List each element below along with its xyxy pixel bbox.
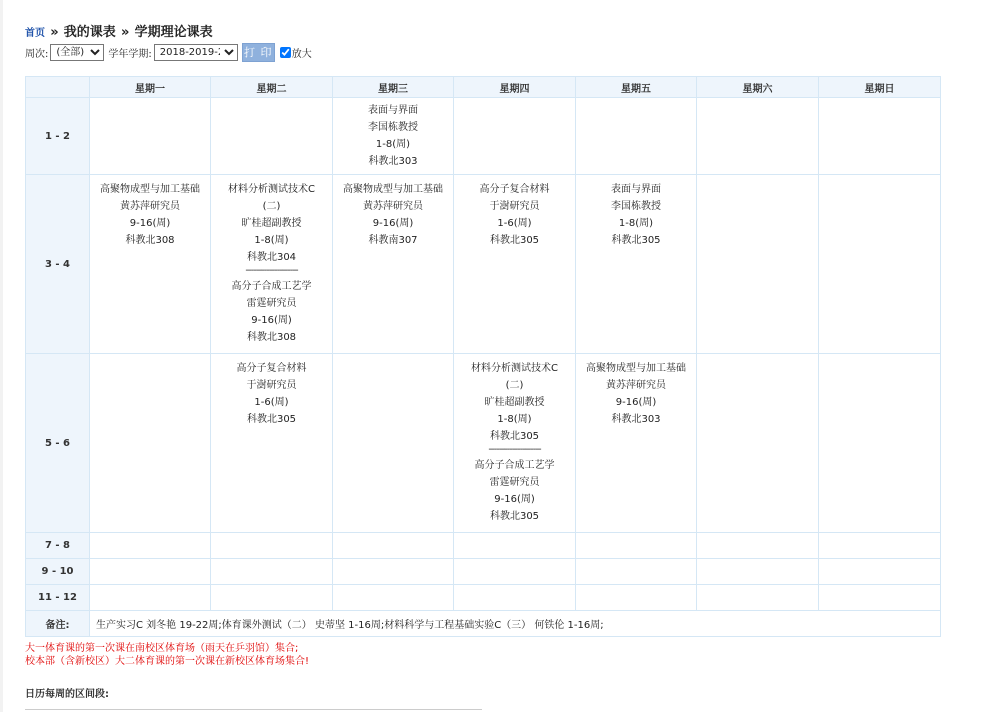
- bottom-divider: [25, 709, 482, 710]
- week-label: 周次:: [25, 48, 49, 60]
- toolbar: [25, 42, 312, 62]
- timetable: [25, 76, 941, 637]
- notice-block: [25, 642, 309, 668]
- empty-cell: [90, 354, 211, 533]
- breadcrumb-my-schedule: 我的课表: [63, 25, 116, 40]
- course-cell: [576, 175, 697, 354]
- course-weeks: 1-8(周): [618, 218, 654, 229]
- zoom-label: 放大: [291, 48, 312, 60]
- course-name: 高聚物成型与加工基础: [100, 184, 200, 195]
- empty-cell: [819, 175, 941, 354]
- empty-cell: [819, 98, 941, 175]
- course-weeks: 9-16(周): [494, 494, 535, 505]
- timetable-header-row: [26, 77, 941, 98]
- course-weeks: 1-8(周): [254, 235, 289, 246]
- empty-cell: [697, 533, 819, 559]
- period-row-9-10: [26, 559, 941, 585]
- course-entry[interactable]: [211, 181, 332, 266]
- course-name: 高分子复合材料: [479, 184, 550, 195]
- course-weeks: 9-16(周): [129, 218, 171, 229]
- print-button[interactable]: 打 印: [242, 43, 275, 62]
- course-teacher: 黄苏萍研究员: [363, 201, 423, 212]
- empty-cell: [454, 585, 576, 611]
- remarks-text: 生产实习C 刘冬艳 19-22周;体育课外测试（二） 史蒂坚 1-16周;材料科学与工程基础实验C（三） 何铁伦 1-16周;: [90, 611, 941, 637]
- period-label: 9 - 10: [26, 559, 90, 585]
- course-teacher: 雷霆研究员: [246, 298, 297, 309]
- course-teacher: 黄苏萍研究员: [120, 201, 180, 212]
- empty-cell: [819, 585, 941, 611]
- period-label: 1 - 2: [26, 98, 90, 175]
- course-divider: --------------------: [488, 445, 541, 455]
- week-select[interactable]: [50, 44, 104, 61]
- empty-cell: [333, 533, 454, 559]
- course-room: 科教北305: [489, 235, 540, 246]
- course-weeks: 9-16(周): [251, 315, 292, 326]
- term-label: 学年学期:: [108, 48, 152, 60]
- course-name: 高分子复合材料: [236, 363, 307, 374]
- course-divider: --------------------: [245, 266, 298, 276]
- empty-cell: [454, 98, 576, 175]
- course-room: 科教北305: [489, 431, 540, 442]
- course-room: 科教北305: [611, 235, 661, 246]
- course-weeks: 1-8(周): [497, 414, 532, 425]
- period-row-7-8: [26, 533, 941, 559]
- empty-cell: [211, 533, 333, 559]
- empty-cell: [211, 559, 333, 585]
- corner-cell: [26, 77, 90, 98]
- empty-cell: [333, 559, 454, 585]
- course-entry[interactable]: [576, 181, 696, 249]
- course-weeks: 9-16(周): [615, 397, 657, 408]
- empty-cell: [576, 98, 697, 175]
- empty-cell: [819, 533, 941, 559]
- course-room: 科教南307: [368, 235, 418, 246]
- period-row-11-12: [26, 585, 941, 611]
- course-cell: [454, 175, 576, 354]
- course-weeks: 1-8(周): [375, 139, 411, 150]
- empty-cell: [697, 98, 819, 175]
- course-entry[interactable]: [333, 102, 453, 170]
- course-name: 高聚物成型与加工基础: [586, 363, 686, 374]
- course-room: 科教北303: [368, 156, 418, 167]
- empty-cell: [90, 533, 211, 559]
- course-name-cont: (二): [262, 201, 281, 212]
- course-room: 科教北308: [246, 332, 297, 343]
- day-header-fri: 星期五: [576, 77, 697, 98]
- period-row-3-4: [26, 175, 941, 354]
- empty-cell: [697, 175, 819, 354]
- breadcrumb-separator: »: [50, 25, 59, 40]
- course-cell: [211, 354, 333, 533]
- course-entry[interactable]: [576, 360, 696, 428]
- left-edge-rule: [0, 0, 3, 712]
- day-header-wed: 星期三: [333, 77, 454, 98]
- course-entry[interactable]: [454, 181, 575, 249]
- day-header-tue: 星期二: [211, 77, 333, 98]
- notice-line: 校本部（含新校区）大二体育课的第一次课在新校区体育场集合!: [25, 656, 310, 667]
- course-teacher: 李国栋教授: [611, 201, 661, 212]
- course-entry[interactable]: [454, 360, 575, 445]
- empty-cell: [576, 533, 697, 559]
- period-row-1-2: [26, 98, 941, 175]
- day-header-sat: 星期六: [697, 77, 819, 98]
- course-entry[interactable]: [211, 360, 332, 428]
- course-name: 高分子合成工艺学: [474, 460, 555, 471]
- course-entry[interactable]: [454, 457, 575, 525]
- empty-cell: [211, 98, 333, 175]
- empty-cell: [697, 585, 819, 611]
- period-row-5-6: [26, 354, 941, 533]
- course-name: 表面与界面: [611, 184, 661, 195]
- empty-cell: [697, 354, 819, 533]
- course-name: 材料分析测试技术C: [471, 363, 558, 374]
- course-weeks: 9-16(周): [372, 218, 414, 229]
- empty-cell: [211, 585, 333, 611]
- empty-cell: [90, 98, 211, 175]
- course-cell: [90, 175, 211, 354]
- course-room: 科教北305: [246, 414, 297, 425]
- course-entry[interactable]: [211, 278, 332, 346]
- course-teacher: 于澍研究员: [489, 201, 540, 212]
- course-room: 科教北305: [489, 511, 540, 522]
- remarks-label: 备注:: [26, 611, 90, 637]
- course-cell: [333, 98, 454, 175]
- breadcrumb-home-link[interactable]: 首页: [25, 28, 45, 39]
- course-cell: [211, 175, 333, 354]
- zoom-toggle[interactable]: [280, 45, 312, 60]
- course-cell: [576, 354, 697, 533]
- empty-cell: [454, 559, 576, 585]
- course-name: 表面与界面: [368, 105, 418, 116]
- course-teacher: 旷桂超副教授: [241, 218, 302, 229]
- course-cell: [454, 354, 576, 533]
- day-header-mon: 星期一: [90, 77, 211, 98]
- course-teacher: 黄苏萍研究员: [606, 380, 666, 391]
- breadcrumb: [25, 24, 213, 42]
- course-name-cont: (二): [505, 380, 524, 391]
- period-label: 3 - 4: [26, 175, 90, 354]
- course-name: 高聚物成型与加工基础: [343, 184, 443, 195]
- empty-cell: [90, 585, 211, 611]
- course-weeks: 1-6(周): [497, 218, 532, 229]
- remarks-row: [26, 611, 941, 637]
- course-room: 科教北304: [246, 252, 297, 263]
- course-name: 高分子合成工艺学: [231, 281, 312, 292]
- calendar-range-label: 日历每周的区间段:: [25, 689, 109, 700]
- course-teacher: 旷桂超副教授: [484, 397, 545, 408]
- empty-cell: [454, 533, 576, 559]
- term-select[interactable]: [154, 44, 238, 61]
- day-header-thu: 星期四: [454, 77, 576, 98]
- empty-cell: [819, 354, 941, 533]
- empty-cell: [576, 559, 697, 585]
- period-label: 5 - 6: [26, 354, 90, 533]
- period-label: 11 - 12: [26, 585, 90, 611]
- zoom-checkbox[interactable]: [280, 47, 291, 58]
- course-room: 科教北303: [611, 414, 661, 425]
- course-weeks: 1-6(周): [254, 397, 289, 408]
- empty-cell: [697, 559, 819, 585]
- course-name: 材料分析测试技术C: [228, 184, 315, 195]
- empty-cell: [819, 559, 941, 585]
- course-teacher: 李国栋教授: [368, 122, 418, 133]
- course-entry[interactable]: [90, 181, 210, 249]
- notice-line: 大一体育课的第一次课在南校区体育场（雨天在乒羽馆）集合;: [25, 643, 299, 654]
- course-entry[interactable]: [333, 181, 453, 249]
- course-cell: [333, 175, 454, 354]
- empty-cell: [90, 559, 211, 585]
- period-label: 7 - 8: [26, 533, 90, 559]
- empty-cell: [576, 585, 697, 611]
- course-teacher: 于澍研究员: [246, 380, 297, 391]
- breadcrumb-separator: »: [120, 25, 130, 40]
- day-header-sun: 星期日: [819, 77, 941, 98]
- course-room: 科教北308: [125, 235, 175, 246]
- empty-cell: [333, 585, 454, 611]
- course-teacher: 雷霆研究员: [489, 477, 540, 488]
- page-title: 学期理论课表: [134, 25, 213, 40]
- empty-cell: [333, 354, 454, 533]
